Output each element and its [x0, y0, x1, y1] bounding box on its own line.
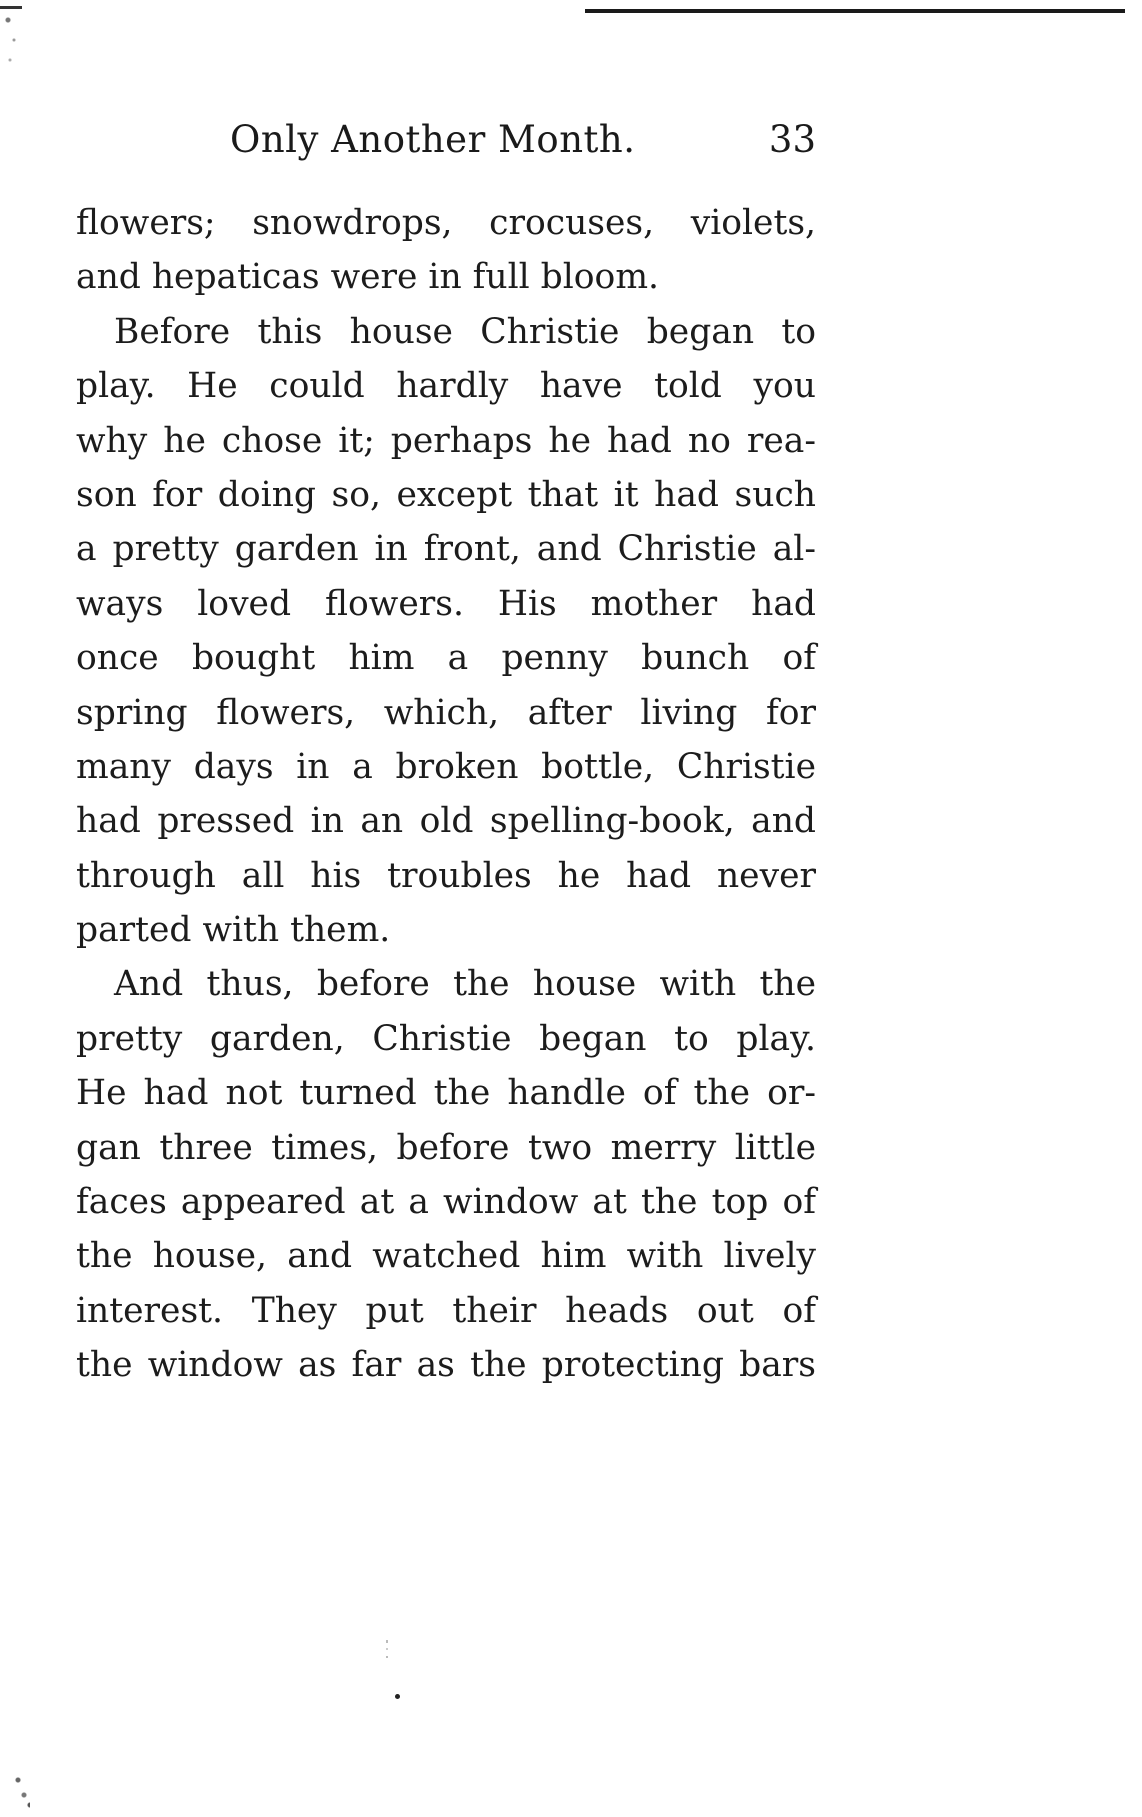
corner-mark [0, 6, 22, 9]
text-line: once bought him a penny bunch of [76, 638, 816, 679]
top-rule [585, 9, 1125, 13]
text-line: the window as far as the protecting bars [76, 1345, 816, 1386]
text-line: through all his troubles he had never [76, 855, 816, 896]
paragraph-start-line: And thus, before the house with the [114, 964, 816, 1005]
running-title: Only Another Month. [230, 118, 636, 161]
running-head [76, 118, 816, 166]
print-speck-dot [395, 1694, 400, 1699]
text-line: play. He could hardly have told you [76, 366, 816, 407]
text-line: and hepaticas were in full bloom. [76, 257, 659, 298]
text-line: had pressed in an old spelling-book, and [76, 801, 816, 842]
text-line: interest. They put their heads out of [76, 1290, 816, 1331]
text-line: flowers; snowdrops, crocuses, violets, [76, 203, 816, 243]
text-line: pretty garden, Christie began to play. [76, 1018, 816, 1059]
page-number: 33 [768, 118, 816, 161]
text-line: son for doing so, except that it had such [76, 474, 816, 515]
text-line: He had not turned the handle of the or- [76, 1073, 816, 1114]
text-line: the house, and watched him with lively [76, 1236, 816, 1277]
print-speck-marks [386, 1640, 388, 1670]
text-line: ways loved flowers. His mother had [76, 583, 816, 624]
text-line: many days in a broken bottle, Christie [76, 746, 816, 787]
paragraph-start-line: Before this house Christie began to [114, 311, 816, 352]
text-line: a pretty garden in front, and Christie al- [76, 529, 816, 570]
text-line: parted with them. [76, 910, 391, 951]
text-line: faces appeared at a window at the top of [76, 1182, 816, 1223]
page-edge-specks [0, 0, 30, 1817]
text-line: gan three times, before two merry little [76, 1127, 816, 1168]
body-text [76, 196, 816, 1393]
text-line: spring flowers, which, after living for [76, 692, 816, 733]
text-line: why he chose it; perhaps he had no rea- [76, 420, 816, 461]
